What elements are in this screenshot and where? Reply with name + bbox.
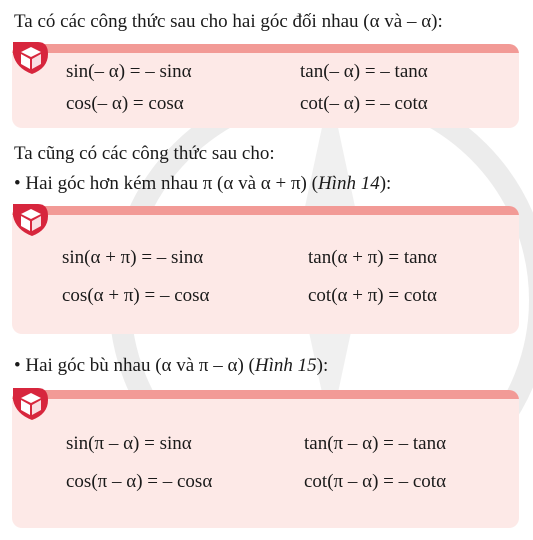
cube-icon [10, 384, 52, 424]
intro-more-text: Ta cũng có các công thức sau cho: [14, 143, 275, 164]
intro-opposite-text: Ta có các công thức sau cho hai góc đối nhau (α và – α): [14, 11, 443, 32]
bullet-supp-label: • Hai góc bù nhau (α và π – α) ( [14, 355, 255, 376]
bullet-supp-text [14, 354, 328, 378]
bullet-pi-text [14, 172, 391, 196]
box-header-bar [12, 206, 519, 215]
formula-cot-opposite: cot(– α) = – cotα [300, 93, 428, 114]
formula-cot-pi: cot(α + π) = cotα [308, 285, 438, 306]
cube-icon [10, 200, 52, 240]
formula-cot-supp: cot(π – α) = – cotα [304, 471, 447, 492]
formula-sin-pi: sin(α + π) = – sinα [62, 247, 204, 268]
formula-box-supplementary [12, 390, 519, 528]
bullet-pi-tail: ): [379, 173, 392, 194]
formula-tan-opposite: tan(– α) = – tanα [300, 61, 428, 82]
figure-ref-14: Hình 14 [317, 173, 380, 194]
bullet-pi-label: • Hai góc hơn kém nhau π (α và α + π) ( [14, 173, 318, 194]
formula-cos-opposite: cos(– α) = cosα [66, 93, 184, 114]
formula-cos-pi: cos(α + π) = – cosα [62, 285, 210, 306]
formula-sin-supp: sin(π – α) = sinα [66, 433, 192, 454]
formula-box-pi [12, 206, 519, 334]
figure-ref-15: Hình 15 [254, 355, 317, 376]
box-header-bar [12, 44, 519, 53]
formula-cos-supp: cos(π – α) = – cosα [66, 471, 213, 492]
formula-tan-pi: tan(α + π) = tanα [308, 247, 438, 268]
box-header-bar [12, 390, 519, 399]
formula-sin-opposite: sin(– α) = – sinα [66, 61, 192, 82]
bullet-supp-tail: ): [316, 355, 329, 376]
cube-icon [10, 38, 52, 78]
formula-tan-supp: tan(π – α) = – tanα [304, 433, 447, 454]
